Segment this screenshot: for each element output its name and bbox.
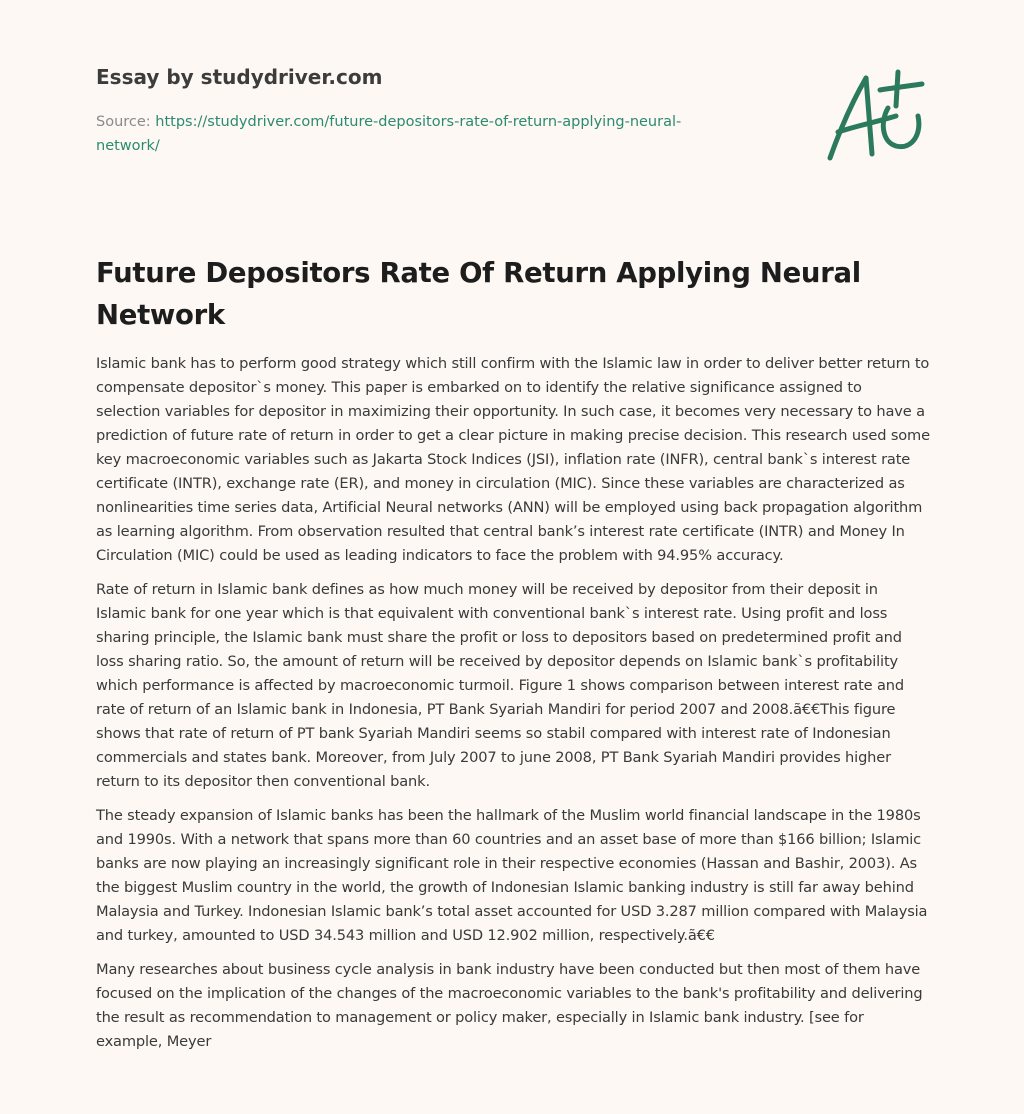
site-title: Essay by studydriver.com <box>96 65 383 89</box>
source-label: Source: <box>96 114 151 130</box>
source-link[interactable]: https://studydriver.com/future-depositors-rate-of-return-applying-neural-network/ <box>96 114 682 154</box>
article-body <box>96 352 930 1064</box>
a-plus-icon <box>822 68 926 164</box>
paragraph: Many researches about business cycle analysis in bank industry have been conducted but then most of them have focused on the implication of the changes of the macroeconomic variables to the bank's profitability and delivering the result as recommendation to management or policy maker, especially in Islamic bank industry. [see for example, Meyer <box>96 961 923 1050</box>
paragraph: Islamic bank has to perform good strategy which still confirm with the Islamic law in order to deliver better return to compensate depositor`s money. This paper is embarked on to identify the relative significance assigned to selection variables for depositor in maximizing their opportunity. In such case, it becomes very necessary to have a prediction of future rate of return in order to get a clear picture in making precise decision. This research used some key macroeconomic variables such as Jakarta Stock Indices (JSI), inflation rate (INFR), central bank`s interest rate certificate (INTR), exchange rate (ER), and money in circulation (MIC). Since these variables are characterized as nonlinearities time series data, Artificial Neural networks (ANN) will be employed using back propagation algorithm as learning algorithm. From observation resulted that central bank’s interest rate certificate (INTR) and Money In Circulation (MIC) could be used as leading indicators to face the problem with 94.95% accuracy. <box>96 355 930 564</box>
paragraph: Rate of return in Islamic bank defines as how much money will be received by depositor from their deposit in Islamic bank for one year which is that equivalent with conventional bank`s interest rate. Using profit and loss sharing principle, the Islamic bank must share the profit or loss to depositors based on predetermined profit and loss sharing ratio. So, the amount of return will be received by depositor depends on Islamic bank`s profitability which performance is affected by macroeconomic turmoil. Figure 1 shows comparison between interest rate and rate of return of an Islamic bank in Indonesia, PT Bank Syariah Mandiri for period 2007 and 2008.ã€€This figure shows that rate of return of PT bank Syariah Mandiri seems so stabil compared with interest rate of Indonesian commercials and states bank. Moreover, from July 2007 to june 2008, PT Bank Syariah Mandiri provides higher return to its depositor then conventional bank. <box>96 581 904 790</box>
page-header <box>96 62 736 158</box>
source-line <box>96 110 696 158</box>
paragraph: The steady expansion of Islamic banks has been the hallmark of the Muslim world financial landscape in the 1980s and 1990s. With a network that spans more than 60 countries and an asset base of more than $166 billion; Islamic banks are now playing an increasingly significant role in their respective economies (Hassan and Bashir, 2003). As the biggest Muslim country in the world, the growth of Indonesian Islamic banking industry is still far away behind Malaysia and Turkey. Indonesian Islamic bank’s total asset accounted for USD 3.287 million compared with Malaysia and turkey, amounted to USD 34.543 million and USD 12.902 million, respectively.ã€€ <box>96 807 928 944</box>
article-title: Future Depositors Rate Of Return Applying Neural Network <box>96 257 861 331</box>
